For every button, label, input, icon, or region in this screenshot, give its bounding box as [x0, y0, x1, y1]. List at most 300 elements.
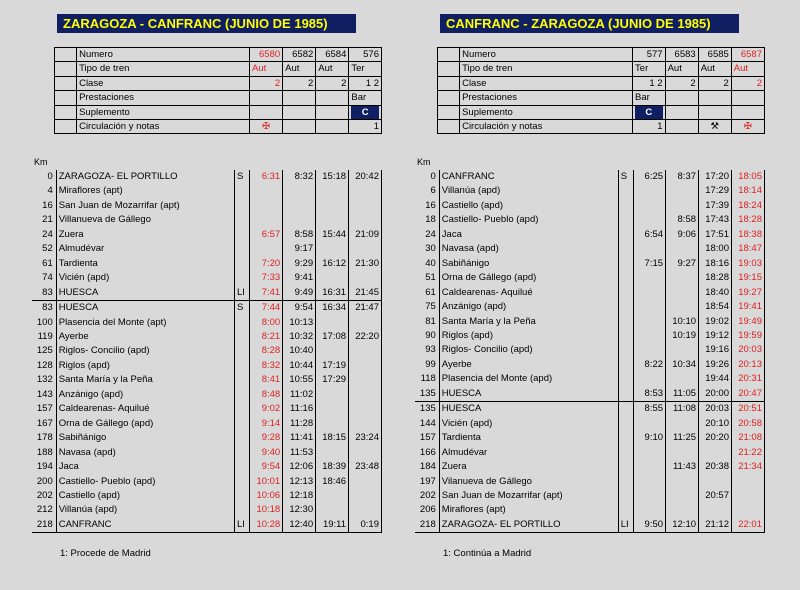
train-info-cell [731, 105, 764, 119]
stop-marker [234, 489, 249, 503]
departure-time [666, 475, 699, 489]
header-label: Numero [77, 48, 250, 62]
departure-time: 20:10 [699, 417, 732, 431]
train-info-cell [316, 105, 349, 119]
departure-time: 10:32 [283, 330, 316, 344]
stop-marker [618, 228, 633, 242]
departure-time [634, 343, 666, 357]
stop-marker [234, 271, 249, 285]
station-name: Zuera [56, 228, 234, 242]
km-value: 75 [425, 301, 436, 313]
departure-time [634, 417, 666, 431]
departure-time: 16:12 [316, 257, 349, 271]
station-row [415, 199, 765, 213]
departure-time: 8:48 [250, 388, 283, 402]
station-name: Ayerbe [439, 358, 618, 372]
stop-marker [618, 286, 633, 300]
departure-time: 11:53 [283, 446, 316, 460]
km-value: 24 [425, 228, 436, 240]
departure-time [666, 372, 699, 386]
train-info-cell [250, 91, 283, 105]
departure-time: 7:44 [250, 301, 283, 316]
departure-time: 7:15 [634, 257, 666, 271]
departure-time: 10:10 [666, 315, 699, 329]
departure-time [349, 417, 382, 431]
departure-time: 19:44 [699, 372, 732, 386]
departure-time [349, 359, 382, 373]
train-number-cell: 6583 [665, 48, 698, 62]
station-row [32, 359, 382, 373]
header-row [415, 120, 765, 134]
departure-time: 20:42 [349, 170, 382, 184]
station-row [415, 228, 765, 242]
header-label: Numero [460, 48, 633, 62]
departure-time [349, 402, 382, 416]
station-row [415, 257, 765, 271]
station-row [415, 518, 765, 533]
spacer [415, 62, 438, 76]
km-value: 144 [419, 417, 436, 429]
station-row [415, 184, 765, 198]
departure-time: 10:28 [250, 518, 283, 533]
departure-time: 6:57 [250, 228, 283, 242]
departure-time: 8:22 [634, 358, 666, 372]
station-name: Riglos (apd) [56, 359, 234, 373]
departure-time: 10:55 [283, 373, 316, 387]
departure-time: 18:16 [699, 257, 732, 271]
departure-time [666, 271, 699, 285]
header-label: Circulación y notas [77, 120, 250, 134]
departure-time: 11:05 [666, 387, 699, 402]
departure-time: 7:33 [250, 271, 283, 285]
train-info-cell: Ter [349, 62, 382, 76]
train-info-cell: ✠ [731, 120, 764, 134]
stop-marker [618, 184, 633, 198]
blank-cell [438, 76, 460, 90]
train-info-cell [349, 105, 382, 119]
station-row [415, 475, 765, 489]
departure-time [731, 503, 764, 517]
km-value: 61 [42, 257, 53, 269]
spacer [415, 48, 438, 62]
station-row [415, 170, 765, 184]
departure-time: 19:15 [731, 271, 764, 285]
km-value: 157 [419, 432, 436, 444]
station-row [32, 503, 382, 517]
station-name: Castiello- Pueblo (apd) [439, 213, 618, 227]
departure-time: 10:40 [283, 344, 316, 358]
departure-time [316, 388, 349, 402]
departure-time [349, 503, 382, 517]
blank-cell [55, 62, 77, 76]
train-info-cell [698, 105, 731, 119]
km-value: 93 [425, 344, 436, 356]
departure-time: 10:44 [283, 359, 316, 373]
departure-time: 11:43 [666, 460, 699, 474]
departure-time [634, 286, 666, 300]
departure-time: 19:59 [731, 329, 764, 343]
departure-time: 9:49 [283, 286, 316, 301]
departure-time [250, 213, 283, 227]
departure-time: 20:47 [731, 387, 764, 402]
departure-time [634, 213, 666, 227]
station-row [32, 271, 382, 285]
departure-time [666, 199, 699, 213]
stop-marker [234, 359, 249, 373]
departure-time: 11:41 [283, 431, 316, 445]
train-info-cell: Aut [665, 62, 698, 76]
departure-time [349, 446, 382, 460]
station-name: HUESCA [56, 286, 234, 301]
blank-cell [438, 91, 460, 105]
departure-time: 10:13 [283, 316, 316, 330]
station-name: Sabiñánigo [439, 257, 618, 271]
train-info-cell: 2 [698, 76, 731, 90]
departure-time: 8:21 [250, 330, 283, 344]
departure-time: 8:32 [283, 170, 316, 184]
header-label: Prestaciones [77, 91, 250, 105]
stop-marker [618, 372, 633, 386]
stop-marker [234, 446, 249, 460]
train-info-table [415, 47, 765, 134]
departure-time [316, 184, 349, 198]
stop-marker [618, 417, 633, 431]
departure-time: 9:50 [634, 518, 666, 533]
station-name: Sabiñánigo [56, 431, 234, 445]
train-info-cell [665, 91, 698, 105]
departure-time: 19:03 [731, 257, 764, 271]
spacer [415, 120, 438, 134]
departure-time: 18:28 [731, 213, 764, 227]
station-row [32, 489, 382, 503]
station-name: Navasa (apd) [439, 242, 618, 256]
station-row [32, 184, 382, 198]
departure-time: 17:39 [699, 199, 732, 213]
station-name: San Juan de Mozarrifar (apt) [56, 199, 234, 213]
departure-time [634, 315, 666, 329]
blank-cell [438, 62, 460, 76]
km-value: 81 [425, 315, 436, 327]
departure-time: 8:28 [250, 344, 283, 358]
km-value: 194 [36, 461, 53, 473]
station-row [415, 402, 765, 417]
departure-time [283, 213, 316, 227]
km-value: 24 [42, 228, 53, 240]
station-row [415, 358, 765, 372]
train-info-cell: Bar [349, 91, 382, 105]
departure-time [634, 271, 666, 285]
departure-time: 16:31 [316, 286, 349, 301]
schedule-table [415, 170, 765, 533]
station-row [415, 315, 765, 329]
km-value: 21 [42, 214, 53, 226]
station-row [32, 199, 382, 213]
departure-time: 20:20 [699, 431, 732, 445]
departure-time [731, 489, 764, 503]
departure-time: 18:28 [699, 271, 732, 285]
train-info-cell: 1 2 [349, 76, 382, 90]
km-value: 61 [425, 286, 436, 298]
departure-time: 10:19 [666, 329, 699, 343]
stop-marker [618, 257, 633, 271]
stop-marker: S [234, 301, 249, 316]
km-value: 119 [37, 330, 53, 342]
train-info-cell [283, 120, 316, 134]
departure-time [316, 417, 349, 431]
departure-time: 17:29 [699, 184, 732, 198]
train-info-cell: 2 [283, 76, 316, 90]
station-row [415, 271, 765, 285]
stop-marker [234, 228, 249, 242]
departure-time: 21:30 [349, 257, 382, 271]
departure-time [634, 372, 666, 386]
departure-time: 9:41 [283, 271, 316, 285]
departure-time: 20:58 [731, 417, 764, 431]
departure-time: 7:20 [250, 257, 283, 271]
km-value: 202 [419, 489, 436, 501]
station-name: Riglos- Concilio (apd) [439, 343, 618, 357]
station-row [32, 228, 382, 242]
station-name: Vilanueva de Gállego [439, 475, 618, 489]
train-info-cell: 1 [349, 120, 382, 134]
departure-time: 23:48 [349, 460, 382, 474]
departure-time [250, 199, 283, 213]
station-row [415, 343, 765, 357]
departure-time: 15:18 [316, 170, 349, 184]
km-value: 206 [419, 504, 436, 516]
supplement-badge: C [351, 106, 379, 119]
km-value: 100 [36, 316, 53, 328]
departure-time: 18:38 [731, 228, 764, 242]
stop-marker [618, 343, 633, 357]
departure-time: 0:19 [349, 518, 382, 533]
stop-marker [234, 242, 249, 256]
spacer [415, 105, 438, 119]
train-info-cell: 2 [316, 76, 349, 90]
km-label: Km [34, 157, 48, 167]
header-row [32, 91, 382, 105]
header-row [415, 76, 765, 90]
spacer [415, 91, 438, 105]
station-name: Riglos- Concilio (apd) [56, 344, 234, 358]
stop-marker: S [618, 170, 633, 184]
departure-time: 8:00 [250, 316, 283, 330]
station-row [32, 388, 382, 402]
departure-time: 18:15 [316, 431, 349, 445]
departure-time: 11:08 [666, 402, 699, 417]
km-value: 167 [36, 417, 53, 429]
station-row [415, 431, 765, 445]
departure-time [349, 475, 382, 489]
stop-marker [234, 199, 249, 213]
departure-time: 11:02 [283, 388, 316, 402]
departure-time: 18:46 [316, 475, 349, 489]
header-label: Clase [77, 76, 250, 90]
departure-time: 9:02 [250, 402, 283, 416]
km-value: 125 [36, 345, 53, 357]
station-row [32, 402, 382, 416]
spacer [415, 76, 438, 90]
departure-time: 8:55 [634, 402, 666, 417]
departure-time: 8:37 [666, 170, 699, 184]
departure-time: 12:40 [283, 518, 316, 533]
departure-time: 17:51 [699, 228, 732, 242]
station-name: Miraflores (apt) [439, 503, 618, 517]
stop-marker: LI [618, 518, 633, 533]
departure-time: 9:40 [250, 446, 283, 460]
station-name: Orna de Gállego (apd) [56, 417, 234, 431]
header-row [32, 120, 382, 134]
header-row [415, 105, 765, 119]
km-value: 18 [425, 214, 436, 226]
stop-marker [234, 330, 249, 344]
stop-marker [618, 503, 633, 517]
departure-time: 21:12 [699, 518, 732, 533]
km-value: 135 [415, 387, 439, 402]
km-value: 74 [42, 272, 53, 284]
departure-time: 8:41 [250, 373, 283, 387]
station-row [32, 257, 382, 271]
departure-time: 20:31 [731, 372, 764, 386]
departure-time [666, 300, 699, 314]
stop-marker [234, 503, 249, 517]
departure-time: 10:34 [666, 358, 699, 372]
station-row [32, 213, 382, 227]
blank-cell [438, 120, 460, 134]
stop-marker: LI [234, 518, 249, 533]
train-info-cell: 1 [633, 120, 666, 134]
departure-time: 8:32 [250, 359, 283, 373]
station-name: Ayerbe [56, 330, 234, 344]
km-value: 166 [419, 446, 436, 458]
station-row [415, 489, 765, 503]
station-name: Santa María y la Peña [439, 315, 618, 329]
train-info-cell [665, 105, 698, 119]
train-info-cell [633, 105, 666, 119]
km-value: 6 [430, 185, 436, 197]
spacer [32, 120, 55, 134]
departure-time [316, 213, 349, 227]
departure-time: 9:06 [666, 228, 699, 242]
departure-time: 6:54 [634, 228, 666, 242]
station-name: Miraflores (apt) [56, 184, 234, 198]
train-info-cell: Aut [698, 62, 731, 76]
station-name: HUESCA [439, 387, 618, 402]
departure-time: 9:10 [634, 431, 666, 445]
departure-time: 17:29 [316, 373, 349, 387]
header-label: Suplemento [77, 105, 250, 119]
km-value: 30 [425, 243, 436, 255]
departure-time [634, 242, 666, 256]
spacer [32, 105, 55, 119]
station-row [415, 329, 765, 343]
station-name: Zuera [439, 460, 618, 474]
station-row [415, 417, 765, 431]
departure-time [666, 343, 699, 357]
stop-marker [618, 242, 633, 256]
departure-time: 11:16 [283, 402, 316, 416]
stop-marker [618, 402, 633, 417]
departure-time [349, 213, 382, 227]
station-row [32, 330, 382, 344]
train-info-cell: Aut [250, 62, 283, 76]
station-name: HUESCA [56, 301, 234, 316]
stop-marker: S [234, 170, 249, 184]
km-value: 16 [42, 199, 53, 211]
station-name: Plasencia del Monte (apt) [56, 316, 234, 330]
train-info-cell: Ter [633, 62, 666, 76]
departure-time: 18:54 [699, 300, 732, 314]
departure-time: 9:54 [250, 460, 283, 474]
train-info-cell: Aut [731, 62, 764, 76]
stop-marker [234, 213, 249, 227]
departure-time [699, 503, 732, 517]
station-name: HUESCA [439, 402, 618, 417]
header-row [32, 76, 382, 90]
stop-marker [234, 431, 249, 445]
departure-time [349, 388, 382, 402]
km-value: 143 [36, 388, 53, 400]
departure-time: 9:54 [283, 301, 316, 316]
train-info-cell [698, 91, 731, 105]
station-row [415, 300, 765, 314]
departure-time: 12:10 [666, 518, 699, 533]
station-name: Navasa (apd) [56, 446, 234, 460]
footnote: 1: Procede de Madrid [60, 548, 151, 559]
km-value: 83 [42, 302, 53, 314]
train-info-cell: 2 [665, 76, 698, 90]
stop-marker [234, 184, 249, 198]
departure-time [634, 329, 666, 343]
km-value: 51 [425, 272, 436, 284]
km-value: 40 [425, 257, 436, 269]
train-info-cell [316, 120, 349, 134]
train-number-cell: 6580 [250, 48, 283, 62]
departure-time [349, 489, 382, 503]
km-value: 132 [36, 374, 53, 386]
station-row [415, 446, 765, 460]
station-row [415, 387, 765, 402]
departure-time [634, 184, 666, 198]
stop-marker [234, 417, 249, 431]
station-row [32, 518, 382, 533]
stop-marker [618, 358, 633, 372]
departure-time: 17:43 [699, 213, 732, 227]
spacer [32, 62, 55, 76]
stop-marker [234, 475, 249, 489]
departure-time [250, 184, 283, 198]
station-name: Castiello- Pueblo (apd) [56, 475, 234, 489]
departure-time [699, 475, 732, 489]
station-name: Villanúa (apd) [439, 184, 618, 198]
timetable-title: ZARAGOZA - CANFRANC (JUNIO DE 1985) [57, 14, 356, 33]
departure-time [699, 446, 732, 460]
departure-time [634, 446, 666, 460]
stop-marker [618, 329, 633, 343]
spacer [32, 91, 55, 105]
station-row [415, 286, 765, 300]
blank-cell [55, 76, 77, 90]
departure-time: 19:16 [699, 343, 732, 357]
departure-time: 20:00 [699, 387, 732, 402]
train-info-cell [731, 91, 764, 105]
stop-marker [234, 316, 249, 330]
departure-time: 19:02 [699, 315, 732, 329]
station-row [32, 170, 382, 184]
departure-time: 21:34 [731, 460, 764, 474]
station-name: Jaca [56, 460, 234, 474]
train-info-cell [283, 105, 316, 119]
